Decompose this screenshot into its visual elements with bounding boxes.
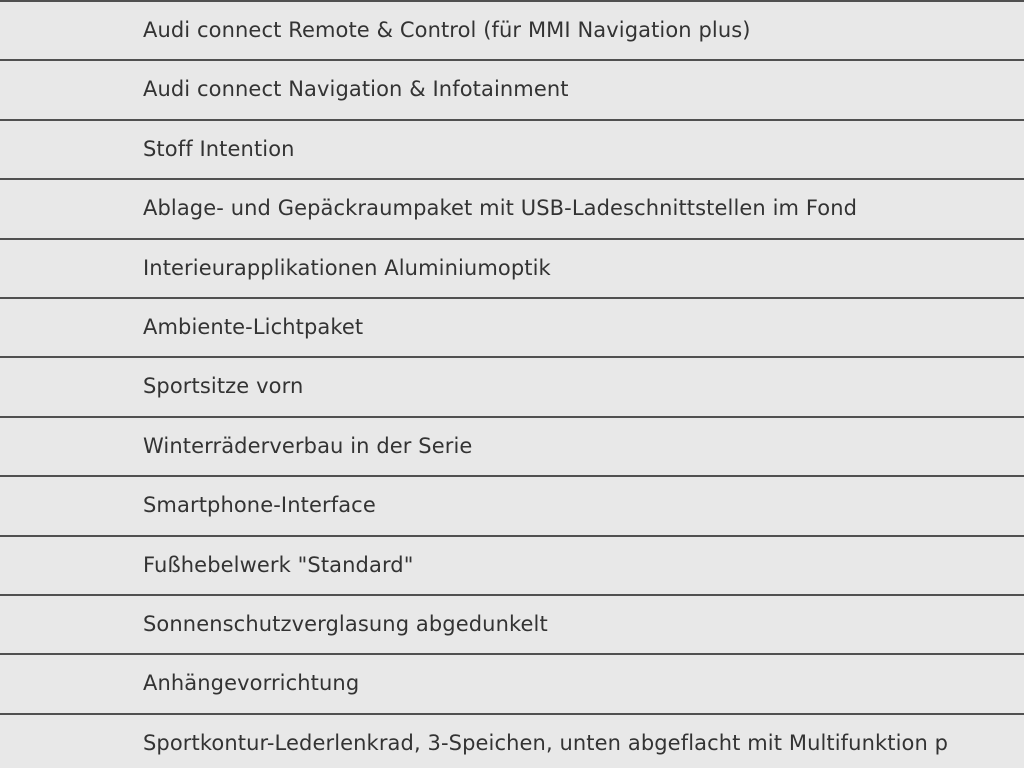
list-item — [0, 299, 1024, 358]
list-item — [0, 180, 1024, 239]
list-item — [0, 477, 1024, 536]
equipment-label: Audi connect Remote & Control (für MMI Navigation plus) — [143, 18, 751, 42]
equipment-label: Audi connect Navigation & Infotainment — [143, 77, 569, 102]
equipment-label: Interieurapplikationen Aluminiumoptik — [143, 255, 551, 280]
equipment-label: Sportsitze vorn — [143, 374, 304, 399]
equipment-label: Sportkontur-Lederlenkrad, 3-Speichen, unten abgeflacht mit Multifunktion p — [143, 730, 949, 755]
equipment-label: Ablage- und Gepäckraumpaket mit USB-Ladeschnittstellen im Fond — [143, 196, 858, 221]
equipment-label: Fußhebelwerk "Standard" — [143, 552, 414, 577]
list-item — [0, 2, 1024, 61]
list-item — [0, 121, 1024, 180]
list-item — [0, 418, 1024, 477]
list-item — [0, 61, 1024, 120]
list-item — [0, 596, 1024, 655]
equipment-label: Winterräderverbau in der Serie — [143, 433, 473, 458]
list-item — [0, 655, 1024, 714]
equipment-label: Stoff Intention — [143, 136, 295, 161]
equipment-label: Anhängevorrichtung — [143, 671, 360, 696]
equipment-label: Sonnenschutzverglasung abgedunkelt — [143, 611, 548, 636]
equipment-label: Smartphone-Interface — [143, 493, 376, 518]
list-item — [0, 358, 1024, 417]
list-item — [0, 537, 1024, 596]
list-item — [0, 240, 1024, 299]
equipment-label: Ambiente-Lichtpaket — [143, 314, 364, 339]
list-item — [0, 715, 1024, 768]
